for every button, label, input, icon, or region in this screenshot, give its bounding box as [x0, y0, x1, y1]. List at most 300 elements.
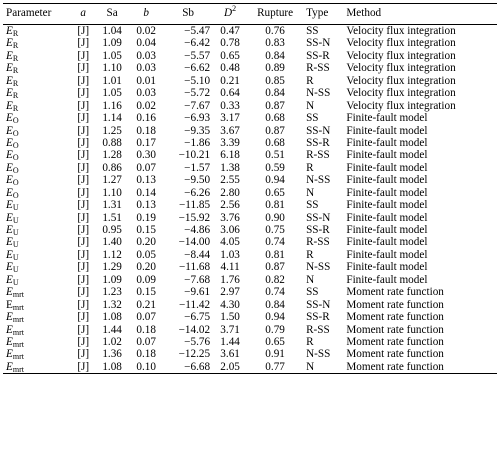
parameter-subscript: mrt	[12, 302, 24, 312]
parameter-symbol: E	[6, 37, 13, 50]
parameter-subscript: R	[12, 29, 19, 39]
cell-parameter	[3, 112, 71, 124]
parameter-subscript: mrt	[12, 327, 24, 337]
cell-type: R-SS	[306, 149, 330, 162]
cell-type: R	[306, 74, 314, 87]
cell-sa: 1.32	[102, 298, 122, 311]
cell-method: Moment rate function	[346, 348, 444, 361]
parameter-subscript: O	[12, 116, 19, 126]
cell-b: 0.17	[136, 136, 156, 149]
parameter-subscript: O	[12, 153, 19, 163]
parameter-symbol: E	[6, 323, 13, 336]
cell-parameter	[3, 348, 71, 360]
table-row	[3, 174, 497, 186]
cell-rupture: 0.84	[265, 49, 285, 62]
parameter-subscript: O	[12, 190, 19, 200]
cell-b: 0.18	[136, 323, 156, 336]
col-header-a-label: a	[80, 7, 87, 20]
table-row	[3, 249, 497, 261]
cell-rupture: 0.94	[265, 311, 285, 324]
cell-rupture: 0.90	[265, 211, 285, 224]
cell-parameter	[3, 87, 71, 99]
cell-sa: 1.10	[102, 186, 122, 199]
cell-method: Finite-fault model	[346, 174, 428, 187]
cell-a: [J]	[77, 311, 90, 324]
cell-b: 0.13	[136, 199, 156, 212]
cell-a: [J]	[77, 348, 90, 361]
table-row	[3, 50, 497, 62]
cell-type: R-SS	[306, 62, 330, 75]
table-row	[3, 62, 497, 74]
cell-sb: −6.93	[184, 112, 211, 125]
cell-parameter	[3, 324, 71, 336]
cell-rupture: 0.94	[265, 174, 285, 187]
table-row	[3, 137, 497, 149]
cell-rupture: 0.59	[265, 161, 285, 174]
cell-rupture: 0.68	[265, 136, 285, 149]
cell-d2: 0.33	[220, 99, 240, 112]
cell-d2: 2.55	[220, 174, 240, 187]
col-header-sa: Sa	[95, 4, 129, 25]
cell-parameter	[3, 187, 71, 199]
cell-rupture: 0.82	[265, 273, 285, 286]
parameter-symbol: E	[6, 236, 13, 249]
cell-b: 0.14	[136, 186, 156, 199]
cell-method: Finite-fault model	[346, 273, 428, 286]
header-row	[3, 4, 497, 25]
cell-method: Velocity flux integration	[346, 37, 456, 50]
cell-a: [J]	[77, 261, 90, 274]
parameter-subscript: O	[12, 140, 19, 150]
cell-d2: 0.64	[220, 87, 240, 100]
cell-a: [J]	[77, 136, 90, 149]
table-row	[3, 224, 497, 236]
cell-type: N-SS	[306, 87, 331, 100]
cell-parameter	[3, 37, 71, 49]
cell-rupture: 0.84	[265, 87, 285, 100]
cell-a: [J]	[77, 149, 90, 162]
cell-method: Finite-fault model	[346, 112, 428, 125]
cell-b: 0.09	[136, 273, 156, 286]
cell-method: Finite-fault model	[346, 211, 428, 224]
cell-d2: 3.76	[220, 211, 240, 224]
cell-b: 0.03	[136, 62, 156, 75]
cell-d2: 1.38	[220, 161, 240, 174]
parameter-subscript: R	[12, 41, 19, 51]
cell-a: [J]	[77, 74, 90, 87]
cell-sb: −1.57	[184, 161, 211, 174]
cell-sb: −9.35	[184, 124, 211, 137]
cell-parameter	[3, 212, 71, 224]
cell-sb: −8.44	[184, 248, 211, 261]
cell-sb: −11.68	[178, 261, 211, 274]
col-header-method: Method	[343, 4, 497, 25]
cell-type: R	[306, 335, 314, 348]
parameter-symbol: E	[6, 286, 13, 299]
cell-method: Finite-fault model	[346, 224, 428, 237]
cell-method: Finite-fault model	[346, 236, 428, 249]
cell-sb: −12.25	[178, 348, 211, 361]
cell-sa: 1.31	[102, 199, 122, 212]
cell-sa: 1.51	[102, 211, 122, 224]
table-row	[3, 348, 497, 360]
cell-a: [J]	[77, 99, 90, 112]
col-header-d2-sup: 2	[232, 4, 237, 14]
cell-b: 0.07	[136, 311, 156, 324]
cell-rupture: 0.87	[265, 99, 285, 112]
cell-b: 0.03	[136, 87, 156, 100]
cell-sb: −7.67	[184, 99, 211, 112]
cell-method: Finite-fault model	[346, 161, 428, 174]
table-row	[3, 324, 497, 336]
col-header-rupture: Rupture	[247, 4, 303, 25]
cell-rupture: 0.84	[265, 298, 285, 311]
parameter-subscript: R	[12, 78, 19, 88]
cell-parameter	[3, 25, 71, 38]
cell-parameter	[3, 50, 71, 62]
cell-rupture: 0.81	[265, 199, 285, 212]
cell-sa: 1.09	[102, 273, 122, 286]
cell-type: N	[303, 361, 343, 374]
cell-type: R	[306, 248, 314, 261]
parameter-subscript: R	[12, 103, 19, 113]
cell-rupture: 0.81	[265, 248, 285, 261]
cell-parameter	[3, 361, 71, 374]
cell-b: 0.07	[136, 161, 156, 174]
cell-method: Velocity flux integration	[346, 62, 456, 75]
cell-method: Velocity flux integration	[346, 87, 456, 100]
cell-sb: −11.85	[178, 199, 211, 212]
cell-type: SS	[306, 199, 319, 212]
table-row	[3, 199, 497, 211]
parameter-symbol: E	[6, 112, 13, 125]
cell-sa: 1.09	[102, 37, 122, 50]
cell-b: 0.18	[136, 348, 156, 361]
cell-a: [J]	[77, 286, 90, 299]
col-header-sb: Sb	[163, 4, 213, 25]
cell-d2: 3.67	[220, 124, 240, 137]
cell-rupture: 0.87	[265, 124, 285, 137]
table-row	[3, 311, 497, 323]
table-row	[3, 112, 497, 124]
cell-b: 0.02	[136, 99, 156, 112]
cell-b: 0.21	[136, 298, 156, 311]
cell-sb: −6.68	[163, 361, 213, 374]
cell-d2: 0.78	[220, 37, 240, 50]
cell-a: [J]	[77, 335, 90, 348]
cell-rupture: 0.51	[265, 149, 285, 162]
cell-b: 0.10	[129, 361, 163, 374]
table-row	[3, 87, 497, 99]
cell-method: Moment rate function	[346, 311, 444, 324]
cell-sb: −15.92	[178, 211, 211, 224]
cell-a: [J]	[77, 186, 90, 199]
cell-sb: −4.86	[184, 224, 211, 237]
cell-sa: 1.08	[95, 361, 129, 374]
cell-d2: 2.56	[220, 199, 240, 212]
cell-d2: 0.48	[220, 62, 240, 75]
col-header-b-label: b	[143, 7, 149, 20]
cell-rupture: 0.76	[265, 25, 285, 38]
cell-parameter	[3, 137, 71, 149]
parameter-subscript: R	[12, 91, 19, 101]
parameter-subscript: U	[12, 252, 19, 262]
cell-method: Finite-fault model	[346, 199, 428, 212]
cell-method: Velocity flux integration	[346, 99, 456, 112]
cell-b: 0.02	[136, 25, 156, 38]
parameter-symbol: E	[6, 99, 13, 112]
table-row	[3, 212, 497, 224]
parameter-symbol: E	[6, 136, 13, 149]
parameter-subscript: U	[12, 215, 19, 225]
cell-a: [J]	[77, 112, 90, 125]
cell-sa: 1.36	[102, 348, 122, 361]
table-row	[3, 25, 497, 38]
cell-sb: −7.68	[184, 273, 211, 286]
cell-a: [J]	[77, 37, 90, 50]
cell-b: 0.15	[136, 286, 156, 299]
cell-parameter	[3, 75, 71, 87]
cell-b: 0.20	[136, 261, 156, 274]
cell-method: Velocity flux integration	[346, 25, 456, 38]
cell-d2: 1.44	[220, 335, 240, 348]
parameter-subscript: U	[12, 240, 19, 250]
parameter-symbol: E	[6, 161, 13, 174]
cell-sa: 1.08	[102, 311, 122, 324]
cell-parameter	[3, 100, 71, 112]
cell-type: SS-R	[306, 224, 330, 237]
cell-sa: 1.10	[102, 62, 122, 75]
cell-type: N	[306, 186, 315, 199]
cell-sa: 1.16	[102, 99, 122, 112]
cell-b: 0.18	[136, 124, 156, 137]
cell-sb: −9.50	[184, 174, 211, 187]
cell-sb: −6.75	[184, 311, 211, 324]
cell-d2: 4.05	[220, 236, 240, 249]
table-header	[3, 4, 497, 25]
cell-sb: −6.62	[184, 62, 211, 75]
cell-parameter	[3, 149, 71, 161]
cell-b: 0.19	[136, 211, 156, 224]
cell-b: 0.30	[136, 149, 156, 162]
parameter-symbol: E	[6, 74, 13, 87]
cell-a: [J]	[77, 161, 90, 174]
parameter-symbol: E	[6, 311, 13, 324]
cell-parameter	[3, 336, 71, 348]
cell-parameter	[3, 261, 71, 273]
cell-d2: 3.61	[220, 348, 240, 361]
cell-a: [J]	[77, 248, 90, 261]
cell-d2: 2.80	[220, 186, 240, 199]
col-header-d2-base: D	[224, 7, 233, 20]
parameter-symbol: E	[6, 62, 13, 75]
cell-a: [J]	[77, 49, 90, 62]
cell-method: Velocity flux integration	[346, 49, 456, 62]
cell-d2: 4.11	[220, 261, 240, 274]
cell-parameter	[3, 224, 71, 236]
parameter-subscript: R	[12, 53, 19, 63]
cell-a: [J]	[77, 236, 90, 249]
cell-rupture: 0.83	[265, 37, 285, 50]
cell-sb: −10.21	[178, 149, 211, 162]
cell-rupture: 0.65	[265, 335, 285, 348]
cell-d2: 0.21	[220, 74, 240, 87]
cell-rupture: 0.77	[247, 361, 303, 374]
cell-d2: 3.39	[220, 136, 240, 149]
cell-d2: 6.18	[220, 149, 240, 162]
cell-sa: 1.02	[102, 335, 122, 348]
cell-type: N-SS	[306, 348, 331, 361]
col-header-type: Type	[303, 4, 343, 25]
parameter-symbol: E	[6, 87, 13, 100]
cell-type: SS	[306, 112, 319, 125]
cell-type: SS	[306, 286, 319, 299]
cell-rupture: 0.74	[265, 236, 285, 249]
table-row	[3, 261, 497, 273]
cell-sb: −14.00	[178, 236, 211, 249]
parameter-symbol: E	[6, 25, 13, 38]
cell-sb: −5.47	[184, 25, 211, 38]
cell-a: [J]	[71, 361, 95, 374]
cell-type: N	[306, 273, 315, 286]
cell-method: Moment rate function	[346, 298, 444, 311]
cell-sa: 1.04	[102, 25, 122, 38]
parameter-subscript: mrt	[12, 339, 24, 349]
cell-parameter	[3, 286, 71, 298]
cell-sb: −6.42	[184, 37, 211, 50]
cell-b: 0.20	[136, 236, 156, 249]
cell-type: SS-N	[306, 298, 331, 311]
cell-a: [J]	[77, 211, 90, 224]
cell-sa: 0.95	[102, 224, 122, 237]
cell-method: Finite-fault model	[346, 248, 428, 261]
cell-method: Finite-fault model	[346, 124, 428, 137]
parameter-symbol: E	[6, 124, 13, 137]
parameter-symbol: E	[6, 248, 13, 261]
cell-parameter	[3, 174, 71, 186]
cell-sb: −11.42	[178, 298, 211, 311]
cell-parameter	[3, 299, 71, 311]
cell-type: R-SS	[306, 236, 330, 249]
cell-b: 0.03	[136, 49, 156, 62]
parameter-symbol: E	[6, 261, 13, 274]
cell-rupture: 0.87	[265, 261, 285, 274]
cell-sb: −5.76	[184, 335, 211, 348]
cell-parameter	[3, 249, 71, 261]
cell-parameter	[3, 125, 71, 137]
cell-sa: 1.40	[102, 236, 122, 249]
cell-rupture: 0.74	[265, 286, 285, 299]
parameter-symbol: E	[6, 49, 13, 62]
parameter-symbol: E	[6, 348, 13, 361]
cell-rupture: 0.79	[265, 323, 285, 336]
parameter-symbol: E	[6, 224, 13, 237]
cell-a: [J]	[77, 87, 90, 100]
cell-type: SS-R	[306, 311, 330, 324]
cell-sb: −5.10	[184, 74, 211, 87]
parameter-symbol: E	[6, 298, 13, 311]
parameter-symbol: E	[6, 186, 13, 199]
cell-method: Velocity flux integration	[346, 74, 456, 87]
cell-rupture: 0.65	[265, 186, 285, 199]
parameter-subscript: U	[12, 265, 19, 275]
cell-sa: 1.01	[102, 74, 122, 87]
cell-rupture: 0.85	[265, 74, 285, 87]
cell-method: Finite-fault model	[346, 149, 428, 162]
parameter-symbol: E	[6, 273, 13, 286]
cell-d2: 1.76	[220, 273, 240, 286]
cell-sa: 1.05	[102, 49, 122, 62]
cell-type: N	[306, 99, 315, 112]
cell-b: 0.01	[136, 74, 156, 87]
cell-d2: 4.30	[220, 298, 240, 311]
cell-a: [J]	[77, 174, 90, 187]
cell-sa: 1.29	[102, 261, 122, 274]
cell-d2: 2.05	[213, 361, 247, 374]
parameter-subscript: mrt	[12, 352, 24, 362]
cell-rupture: 0.91	[265, 348, 285, 361]
table-row	[3, 286, 497, 298]
parameter-subscript: mrt	[12, 315, 24, 325]
cell-sa: 0.86	[102, 161, 122, 174]
regression-parameters-table	[3, 3, 497, 374]
table-row	[3, 149, 497, 161]
cell-parameter	[3, 62, 71, 74]
cell-sa: 1.25	[102, 124, 122, 137]
cell-parameter	[3, 311, 71, 323]
parameter-symbol: E	[6, 360, 13, 373]
cell-d2: 0.65	[220, 49, 240, 62]
cell-sa: 1.14	[102, 112, 122, 125]
cell-type: N-SS	[306, 174, 331, 187]
col-header-d2	[213, 4, 247, 25]
cell-d2: 0.47	[220, 25, 240, 38]
table-row	[3, 75, 497, 87]
cell-b: 0.13	[136, 174, 156, 187]
cell-parameter	[3, 199, 71, 211]
cell-sb: −14.02	[178, 323, 211, 336]
col-header-b	[129, 4, 163, 25]
cell-method: Finite-fault model	[346, 186, 428, 199]
parameter-subscript: U	[12, 203, 19, 213]
parameter-symbol: E	[6, 174, 13, 187]
cell-b: 0.07	[136, 335, 156, 348]
table-row	[3, 162, 497, 174]
cell-a: [J]	[77, 25, 90, 38]
cell-sa: 1.05	[102, 87, 122, 100]
cell-sb: −6.26	[184, 186, 211, 199]
cell-sb: −5.72	[184, 87, 211, 100]
cell-b: 0.05	[136, 248, 156, 261]
cell-a: [J]	[77, 323, 90, 336]
cell-sb: −9.61	[184, 286, 211, 299]
cell-type: N-SS	[306, 261, 331, 274]
table-row	[3, 37, 497, 49]
cell-method: Moment rate function	[343, 361, 497, 374]
parameter-symbol: E	[6, 335, 13, 348]
cell-sa: 0.88	[102, 136, 122, 149]
parameter-symbol: E	[6, 149, 13, 162]
cell-a: [J]	[77, 199, 90, 212]
parameter-subscript: O	[12, 165, 19, 175]
cell-method: Moment rate function	[346, 335, 444, 348]
cell-method: Moment rate function	[346, 323, 444, 336]
cell-rupture: 0.89	[265, 62, 285, 75]
parameter-subscript: U	[12, 277, 19, 287]
cell-a: [J]	[77, 273, 90, 286]
cell-type: SS-R	[306, 136, 330, 149]
parameter-subscript: R	[12, 66, 19, 76]
